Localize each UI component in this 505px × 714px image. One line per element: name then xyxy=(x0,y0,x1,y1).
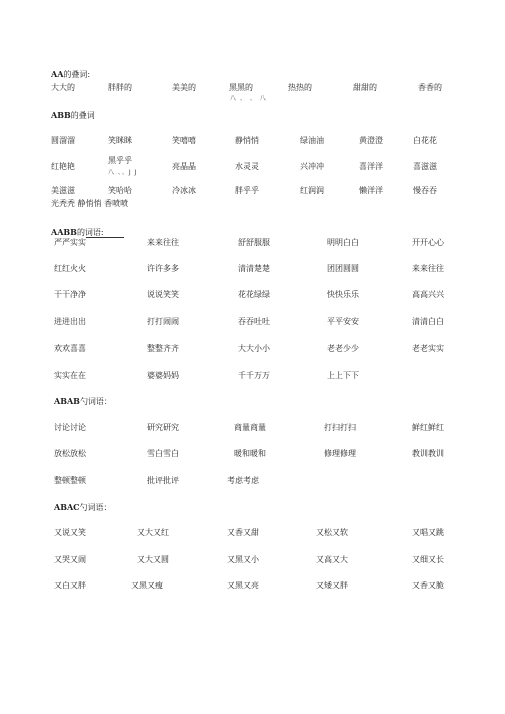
abac-word: 又细又长 xyxy=(412,555,444,564)
abab-word: 教训教训 xyxy=(412,449,444,458)
aabb-word: 千千万万 xyxy=(238,371,270,380)
abb-word: 兴冲冲 xyxy=(300,162,324,171)
abb-word: 笑嘻嘻 xyxy=(172,136,196,145)
abab-word: 放松放松 xyxy=(54,449,86,458)
abb-word: 红润润 xyxy=(300,186,324,195)
aabb-word: 实实在在 xyxy=(54,371,86,380)
abb-word: 亮晶晶 xyxy=(172,162,196,171)
aabb-word: 明明白白 xyxy=(327,238,359,247)
abab-word: 整顿整顿 xyxy=(54,476,86,485)
aabb-word: 吞吞吐吐 xyxy=(238,317,270,326)
abb-word: 胖乎乎 xyxy=(235,186,259,195)
abab-word: 修理修理 xyxy=(324,449,356,458)
aabb-word: 欢欢喜喜 xyxy=(54,344,86,353)
abab-word: 商量商量 xyxy=(234,423,266,432)
aabb-word: 红红火火 xyxy=(54,264,86,273)
aa-word: 香香的 xyxy=(418,83,442,92)
abab-word: 鲜红鲜红 xyxy=(412,423,444,432)
abab-word: 讨论讨论 xyxy=(54,423,86,432)
aabb-word: 进进出出 xyxy=(54,317,86,326)
aa-word: 大大的 xyxy=(51,83,75,92)
aabb-word: 上上下下 xyxy=(327,371,359,380)
abac-word: 又松又软 xyxy=(316,528,348,537)
abac-heading xyxy=(54,503,112,512)
abab-word: 研究研究 xyxy=(147,423,179,432)
aabb-heading-rest: 的词语: xyxy=(76,228,104,237)
aabb-word: 来来往往 xyxy=(147,238,179,247)
abb-row2-note: 八 、、J J xyxy=(108,169,138,176)
aabb-word: 大大小小 xyxy=(238,344,270,353)
aabb-word: 快快乐乐 xyxy=(327,290,359,299)
aabb-word: 平平安安 xyxy=(327,317,359,326)
abac-word: 又香又甜 xyxy=(227,528,259,537)
aa-note: 八 、 、 八 xyxy=(230,95,267,102)
abb-word: 美滋滋 xyxy=(51,186,75,195)
abab-heading-rest: 勺词语： xyxy=(79,397,112,406)
abb-word: 白花花 xyxy=(413,136,437,145)
aabb-word: 舒舒服服 xyxy=(238,238,270,247)
aabb-word: 花花绿绿 xyxy=(238,290,270,299)
aabb-heading-underline xyxy=(86,237,124,238)
abb-heading-bold: ABB xyxy=(51,110,71,120)
aa-word: 美美的 xyxy=(172,83,196,92)
abb-word: 笑眯眯 xyxy=(108,136,132,145)
aabb-word: 开开心心 xyxy=(412,238,444,247)
abab-heading xyxy=(54,397,112,406)
abab-word: 批评批评 xyxy=(147,476,179,485)
abac-word: 又大又圆 xyxy=(137,555,169,564)
aabb-word: 说说笑笑 xyxy=(147,290,179,299)
abac-word: 又矮又胖 xyxy=(316,581,348,590)
abb-word: 红艳艳 xyxy=(51,162,75,171)
aa-word: 热热的 xyxy=(288,83,312,92)
aabb-heading xyxy=(51,228,104,237)
abab-word: 雪白雪白 xyxy=(147,449,179,458)
aa-heading xyxy=(51,70,90,79)
abac-word: 又大又红 xyxy=(137,528,169,537)
abab-word: 考虑考虑 xyxy=(227,476,259,485)
abb-word: 喜滋滋 xyxy=(413,162,437,171)
aabb-word: 整整齐齐 xyxy=(147,344,179,353)
aabb-word: 许许多多 xyxy=(147,264,179,273)
abb-word: 懒洋洋 xyxy=(359,186,383,195)
abab-word: 打扫打扫 xyxy=(324,423,356,432)
aabb-word: 来来往往 xyxy=(412,264,444,273)
abb-word: 喜洋洋 xyxy=(359,162,383,171)
abb-word: 黑乎乎 xyxy=(108,156,132,165)
aabb-word: 老老实实 xyxy=(412,344,444,353)
abab-word: 暖和暖和 xyxy=(234,449,266,458)
aabb-word: 打打闹闹 xyxy=(147,317,179,326)
aabb-word: 清清楚楚 xyxy=(238,264,270,273)
aabb-word: 干干净净 xyxy=(54,290,86,299)
abac-word: 又香又脆 xyxy=(412,581,444,590)
abb-heading xyxy=(51,111,95,120)
abac-word: 又高又大 xyxy=(316,555,348,564)
aabb-word: 高高兴兴 xyxy=(412,290,444,299)
aabb-word: 团团圆圆 xyxy=(327,264,359,273)
aa-word: 胖胖的 xyxy=(108,83,132,92)
aabb-heading-bold: AABB xyxy=(51,227,77,237)
aa-heading-bold: AA xyxy=(51,69,64,79)
aabb-word: 婆婆妈妈 xyxy=(147,371,179,380)
abac-word: 又黑又亮 xyxy=(227,581,259,590)
abac-word: 又哭又闹 xyxy=(54,555,86,564)
abb-word: 静悄悄 xyxy=(235,136,259,145)
abac-word: 又黑又瘦 xyxy=(131,581,163,590)
aabb-word: 老老少少 xyxy=(327,344,359,353)
abac-word: 又唱又跳 xyxy=(412,528,444,537)
abac-word: 又说又笑 xyxy=(54,528,86,537)
abb-row4: 光秃秃 静悄悄 香喷喷 xyxy=(51,199,129,208)
abb-heading-rest: 的叠词 xyxy=(70,111,95,120)
abac-word: 又黑又小 xyxy=(227,555,259,564)
abac-heading-rest: 勺词语： xyxy=(79,503,112,512)
aabb-word: 清清白白 xyxy=(412,317,444,326)
abac-word: 又白又胖 xyxy=(54,581,86,590)
aa-word: 甜甜的 xyxy=(353,83,377,92)
abb-word: 水灵灵 xyxy=(235,162,259,171)
abab-heading-bold: ABAB xyxy=(54,396,80,406)
abb-word: 笑哈哈 xyxy=(108,186,132,195)
abb-word: 冷冰冰 xyxy=(172,186,196,195)
abb-word: 圆溜溜 xyxy=(51,136,75,145)
aa-word: 黑黑的 xyxy=(229,83,253,92)
aabb-word: 严严实实 xyxy=(54,238,86,247)
abac-heading-bold: ABAC xyxy=(54,502,80,512)
abb-word: 黄澄澄 xyxy=(359,136,383,145)
abb-word: 绿油油 xyxy=(300,136,324,145)
abb-word: 慢吞吞 xyxy=(413,186,437,195)
aa-heading-rest: 的叠词: xyxy=(63,70,91,79)
